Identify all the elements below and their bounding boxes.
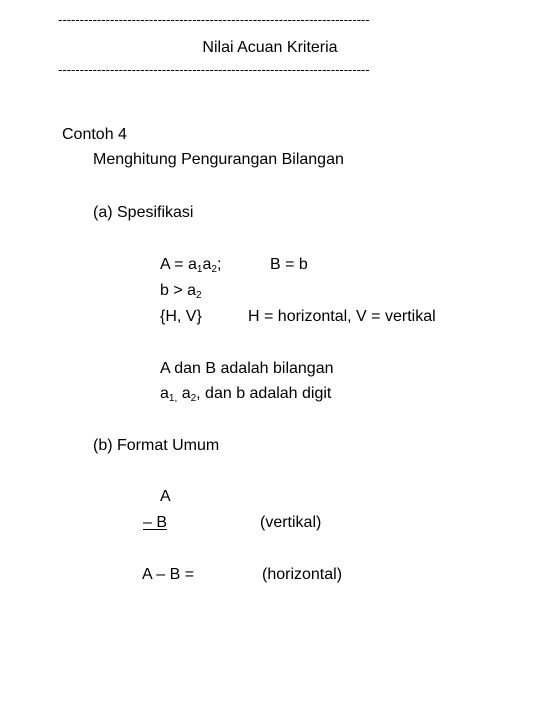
spec-constraint bbox=[160, 281, 202, 301]
spec-line-a-sub1: 1 bbox=[196, 264, 203, 275]
spec-constraint-main: b > a bbox=[160, 282, 197, 299]
spec-line-a-end: ; bbox=[216, 256, 222, 273]
spec-note-2-sub2: 2 bbox=[190, 393, 197, 404]
spec-note-1: A dan B adalah bilangan bbox=[160, 360, 334, 377]
horizontal-expression: A – B = bbox=[142, 566, 195, 583]
format-heading: (b) Format Umum bbox=[93, 437, 220, 454]
spec-note-2-a: a bbox=[160, 385, 169, 402]
page-title: Nilai Acuan Kriteria bbox=[202, 39, 338, 56]
spec-note-2-sub1: 1, bbox=[168, 393, 178, 404]
spec-set: {H, V} bbox=[160, 308, 202, 325]
spec-note-2-b: a bbox=[177, 385, 191, 402]
spec-set-description: H = horizontal, V = vertikal bbox=[248, 308, 436, 325]
spec-note-2 bbox=[160, 384, 331, 404]
horizontal-label: (horizontal) bbox=[262, 566, 343, 583]
example-heading: Contoh 4 bbox=[62, 126, 127, 143]
top-rule: ------------------------------------------------------------------------ bbox=[58, 12, 370, 27]
spec-constraint-sub: 2 bbox=[196, 290, 202, 301]
vertical-operand-a: A bbox=[160, 488, 171, 505]
spec-line-a-sub2: 2 bbox=[211, 264, 217, 275]
vertical-operand-b: – B bbox=[143, 514, 168, 531]
vertical-label: (vertikal) bbox=[260, 514, 322, 531]
spec-line-a-lhs: A = a bbox=[160, 256, 197, 273]
spec-note-2-end: , dan b adalah digit bbox=[196, 385, 332, 402]
example-subtitle: Menghitung Pengurangan Bilangan bbox=[93, 151, 344, 168]
bottom-rule: ------------------------------------------------------------------------ bbox=[58, 62, 370, 77]
spec-line-b: B = b bbox=[270, 256, 308, 273]
spec-heading: (a) Spesifikasi bbox=[93, 204, 194, 221]
spec-line-a-mid: a bbox=[202, 256, 212, 273]
spec-line-a bbox=[160, 255, 221, 275]
